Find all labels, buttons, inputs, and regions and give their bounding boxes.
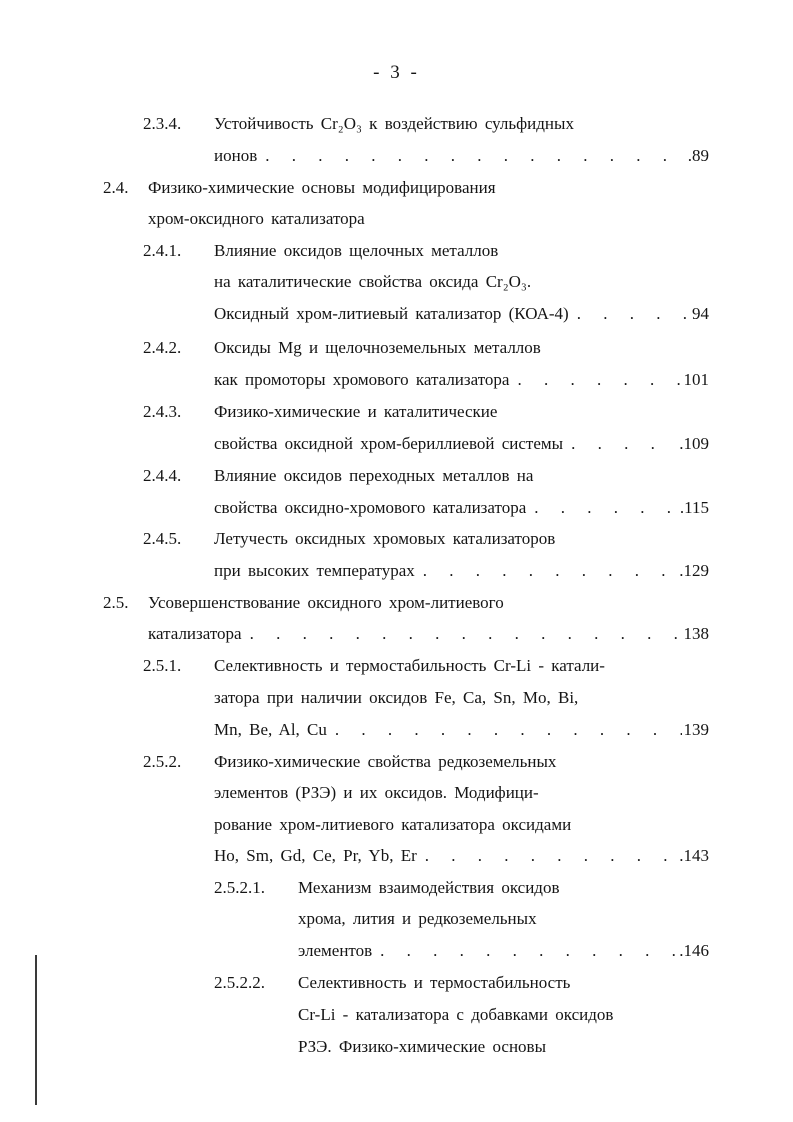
toc-number: 2.4. <box>103 178 129 197</box>
toc-entry-2-4-3 <box>0 396 793 427</box>
toc-title-line: свойства оксидно-хромового катализатора <box>214 498 527 517</box>
toc-number: 2.4.1. <box>143 241 182 260</box>
toc-title-line: Селективность и термостабильность <box>298 973 571 992</box>
toc-page: 101 <box>683 370 709 389</box>
toc-leader-dots <box>372 935 677 966</box>
toc-number: 2.4.2. <box>143 338 182 357</box>
toc-dotted-line <box>148 618 709 649</box>
toc-entry-2-5-2-2-line3 <box>0 1031 793 1062</box>
toc-page: 94 <box>692 304 709 323</box>
toc-entry-2-4-3-last <box>0 428 793 459</box>
toc-title-line: РЗЭ. Физико-химические основы <box>298 1037 546 1056</box>
toc-entry-2-3-4 <box>0 108 793 139</box>
toc-entry-2-5-2-2 <box>0 967 793 998</box>
toc-entry-2-5-2-1 <box>0 872 793 903</box>
toc-entry-2-4-1-last <box>0 298 793 329</box>
toc-title-line: Cr-Li - катализатора с добавками оксидов <box>298 1005 614 1024</box>
toc-entry-2-5-1-last <box>0 714 793 745</box>
toc-dotted-line <box>214 714 709 745</box>
toc-dotted-line <box>214 492 709 523</box>
toc-title-line: Механизм взаимодействия оксидов <box>298 878 560 897</box>
toc-page: .129 <box>679 561 709 580</box>
toc-number: 2.3.4. <box>143 114 182 133</box>
page-number: - 3 - <box>373 62 420 83</box>
toc-page: .146 <box>679 941 709 960</box>
toc-title-line: хром-оксидного катализатора <box>148 209 365 228</box>
toc-entry-2-5 <box>0 587 793 618</box>
toc-entry-2-5-2-2-line2 <box>0 999 793 1030</box>
toc-title-line: Устойчивость Cr₂O₃ к воздействию сульфидных <box>214 114 574 133</box>
toc-title-line: Физико-химические и каталитические <box>214 402 498 421</box>
toc-title-line: при высоких температурах <box>214 561 415 580</box>
toc-entry-2-5-2-line3 <box>0 809 793 840</box>
toc-entry-2-5-last <box>0 618 793 649</box>
toc-page: .89 <box>687 146 709 165</box>
toc-dotted-line <box>298 935 709 966</box>
toc-leader-dots <box>417 840 678 871</box>
toc-leader-dots <box>327 714 682 745</box>
toc-title-line: Влияние оксидов переходных металлов на <box>214 466 534 485</box>
toc-page: 138 <box>683 624 709 643</box>
toc-entry-2-5-2 <box>0 746 793 777</box>
toc-page: 139 <box>683 720 709 739</box>
toc-leader-dots <box>415 555 677 586</box>
toc-title-line: на каталитические свойства оксида Cr₂O₃. <box>214 272 532 291</box>
toc-entry-2-4-2 <box>0 332 793 363</box>
toc-leader-dots <box>569 298 690 329</box>
toc-number: 2.5.2. <box>143 752 182 771</box>
toc-entry-2-4-4 <box>0 460 793 491</box>
toc-title-line: элементов <box>298 941 373 960</box>
toc-title-line: Оксидный хром-литиевый катализатор (КОА-4) <box>214 304 569 323</box>
toc-title-line: ионов <box>214 146 258 165</box>
toc-page: .143 <box>679 846 709 865</box>
toc-entry-2-4-1-line2 <box>0 266 793 297</box>
toc-title-line: Влияние оксидов щелочных металлов <box>214 241 499 260</box>
toc-entry-2-5-1-line2 <box>0 682 793 713</box>
toc-entry-2-4 <box>0 172 793 203</box>
toc-title-line: затора при наличии оксидов Fe, Ca, Sn, Mo, Bi, <box>214 688 579 707</box>
toc-entry-2-5-2-1-last <box>0 935 793 966</box>
toc-dotted-line <box>214 364 709 395</box>
toc-dotted-line <box>214 428 709 459</box>
toc-title-line: Mn, Be, Al, Cu <box>214 720 327 739</box>
toc-entry-2-4-line2 <box>0 203 793 234</box>
toc-leader-dots <box>509 364 681 395</box>
toc-title-line: Ho, Sm, Gd, Ce, Pr, Yb, Er <box>214 846 417 865</box>
toc-entry-2-5-2-1-line2 <box>0 903 793 934</box>
toc-number: 2.5.2.1. <box>214 878 265 897</box>
toc-entry-2-4-1 <box>0 235 793 266</box>
toc-page: .115 <box>679 498 709 517</box>
toc-title-line: Оксиды Mg и щелочноземельных металлов <box>214 338 541 357</box>
toc-dotted-line <box>214 140 709 171</box>
toc-page: .109 <box>679 434 709 453</box>
toc-title-line: Физико-химические свойства редкоземельных <box>214 752 557 771</box>
toc-number: 2.4.4. <box>143 466 182 485</box>
toc-title-line: хрома, лития и редкоземельных <box>298 909 537 928</box>
toc-title-line: Летучесть оксидных хромовых катализаторов <box>214 529 556 548</box>
toc-entry-2-3-4-last <box>0 140 793 171</box>
toc-entry-2-5-2-last <box>0 840 793 871</box>
toc-title-line: Физико-химические основы модифицирования <box>148 178 496 197</box>
toc-dotted-line <box>214 840 709 871</box>
scan-margin-line <box>35 955 37 1105</box>
toc-entry-2-4-2-last <box>0 364 793 395</box>
toc-entry-2-5-2-line2 <box>0 777 793 808</box>
toc-title-line: как промоторы хромового катализатора <box>214 370 510 389</box>
toc-title-line: свойства оксидной хром-бериллиевой системы <box>214 434 564 453</box>
toc-title-line: элементов (РЗЭ) и их оксидов. Модифици- <box>214 783 539 802</box>
toc-leader-dots <box>242 618 682 649</box>
toc-entry-2-4-5-last <box>0 555 793 586</box>
toc-entry-2-4-5 <box>0 523 793 554</box>
toc-leader-dots <box>563 428 677 459</box>
toc-entry-2-5-1 <box>0 650 793 681</box>
toc-entry-2-4-4-last <box>0 492 793 523</box>
toc-dotted-line <box>214 555 709 586</box>
toc-leader-dots <box>526 492 678 523</box>
toc-leader-dots <box>257 140 686 171</box>
toc-title-line: катализатора <box>148 624 242 643</box>
toc-number: 2.5.1. <box>143 656 182 675</box>
toc-number: 2.5. <box>103 593 129 612</box>
toc-number: 2.5.2.2. <box>214 973 265 992</box>
toc-title-line: Селективность и термостабильность Cr-Li - катали- <box>214 656 605 675</box>
toc-number: 2.4.5. <box>143 529 182 548</box>
toc-title-line: Усовершенствование оксидного хром-литиевого <box>148 593 504 612</box>
toc-number: 2.4.3. <box>143 402 182 421</box>
toc-dotted-line <box>214 298 709 329</box>
toc-title-line: рование хром-литиевого катализатора оксидами <box>214 815 572 834</box>
